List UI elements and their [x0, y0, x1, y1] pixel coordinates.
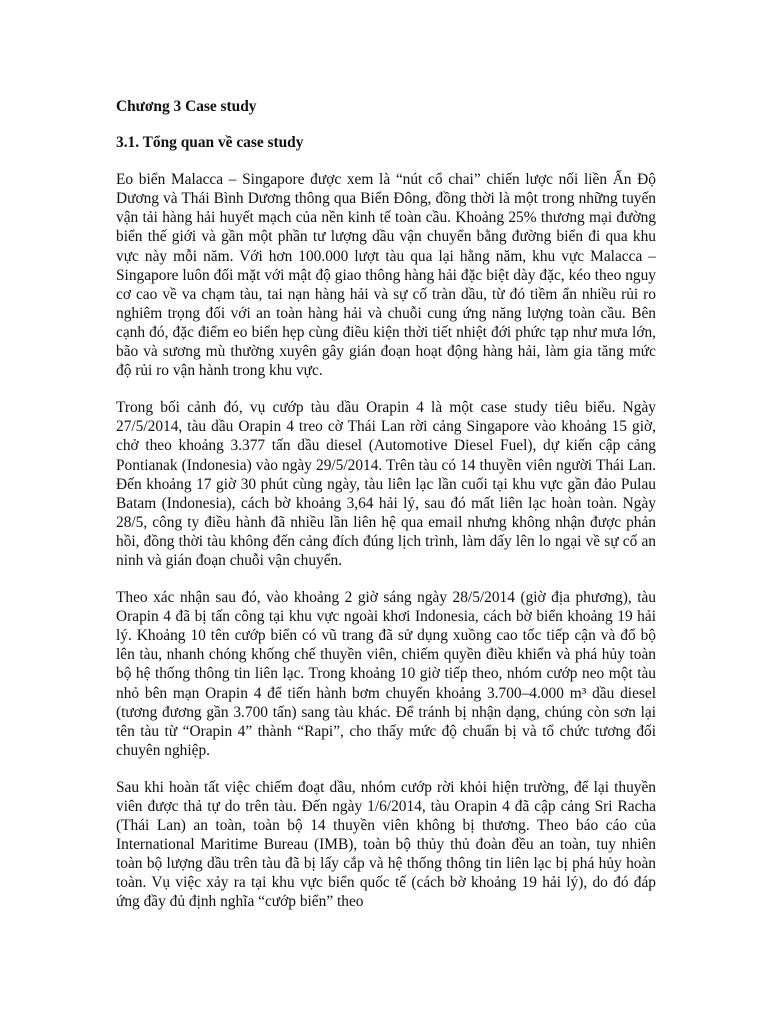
paragraph-2: Trong bối cảnh đó, vụ cướp tàu dầu Orapin 4 là một case study tiêu biểu. Ngày 27/5/2014, tàu dầu Orapin 4 treo cờ Thái Lan rời cảng Singapore vào khoảng 15 giờ, chở theo khoảng 3.377 tấn dầu diesel (Automotive Diesel Fuel), dự kiến cập cảng Pontianak (Indonesia) vào ngày 29/5/2014. Trên tàu có 14 thuyền viên người Thái Lan. Đến khoảng 17 giờ 30 phút cùng ngày, tàu liên lạc lần cuối tại khu vực gần đảo Pulau Batam (Indonesia), cách bờ khoảng 3,64 hải lý, sau đó mất liên lạc hoàn toàn. Ngày 28/5, công ty điều hành đã nhiều lần liên hệ qua email nhưng không nhận được phản hồi, đồng thời tàu không đến cảng đích đúng lịch trình, làm dấy lên lo ngại về sự cố an ninh và gián đoạn chuỗi vận chuyển. — [116, 399, 656, 569]
paragraph-3: Theo xác nhận sau đó, vào khoảng 2 giờ sáng ngày 28/5/2014 (giờ địa phương), tàu Orapin 4 đã bị tấn công tại khu vực ngoài khơi Indonesia, cách bờ biển khoảng 19 hải lý. Khoảng 10 tên cướp biển có vũ trang đã sử dụng xuồng cao tốc tiếp cận và đổ bộ lên tàu, nhanh chóng khống chế thuyền viên, chiếm quyền điều khiển và phá hủy toàn bộ hệ thống thông tin liên lạc. Trong khoảng 10 giờ tiếp theo, nhóm cướp neo một tàu nhỏ bên mạn Orapin 4 để tiến hành bơm chuyển khoảng 3.700–4.000 m³ dầu diesel (tương đương gần 3.700 tấn) sang tàu khác. Để tránh bị nhận dạng, chúng còn sơn lại tên tàu từ “Orapin 4” thành “Rapi”, cho thấy mức độ chuẩn bị và tổ chức tương đối chuyên nghiệp. — [116, 589, 656, 759]
paragraph-4: Sau khi hoàn tất việc chiếm đoạt dầu, nhóm cướp rời khỏi hiện trường, để lại thuyền viên được thả tự do trên tàu. Đến ngày 1/6/2014, tàu Orapin 4 đã cập cảng Sri Racha (Thái Lan) an toàn, toàn bộ 14 thuyền viên không bị thương. Theo báo cáo của International Maritime Bureau (IMB), toàn bộ thủy thủ đoàn đều an toàn, tuy nhiên toàn bộ lượng dầu trên tàu đã bị lấy cắp và hệ thống thông tin liên lạc bị phá hủy hoàn toàn. Vụ việc xảy ra tại khu vực biển quốc tế (cách bờ khoảng 19 hải lý), do đó đáp ứng đầy đủ định nghĩa “cướp biển” theo — [116, 778, 656, 911]
paragraph-1: Eo biển Malacca – Singapore được xem là “nút cổ chai” chiến lược nối liền Ấn Độ Dương và Thái Bình Dương thông qua Biển Đông, đồng thời là một trong những tuyến vận tải hàng hải huyết mạch của nền kinh tế toàn cầu. Khoảng 25% thương mại đường biển thế giới và gần một phần tư lượng dầu vận chuyển bằng đường biển đi qua khu vực này mỗi năm. Với hơn 100.000 lượt tàu qua lại hằng năm, khu vực Malacca – Singapore luôn đối mặt với mật độ giao thông hàng hải đặc biệt dày đặc, kéo theo nguy cơ cao về va chạm tàu, tai nạn hàng hải và sự cố tràn dầu, từ đó tiềm ẩn nhiều rủi ro nghiêm trọng đối với an toàn hàng hải và chuỗi cung ứng năng lượng toàn cầu. Bên cạnh đó, đặc điểm eo biển hẹp cùng điều kiện thời tiết nhiệt đới phức tạp như mưa lớn, bão và sương mù thường xuyên gây gián đoạn hoạt động hàng hải, làm gia tăng mức độ rủi ro vận hành trong khu vực. — [116, 171, 656, 380]
section-title: 3.1. Tổng quan về case study — [116, 134, 304, 152]
chapter-title: Chương 3 Case study — [116, 98, 257, 115]
